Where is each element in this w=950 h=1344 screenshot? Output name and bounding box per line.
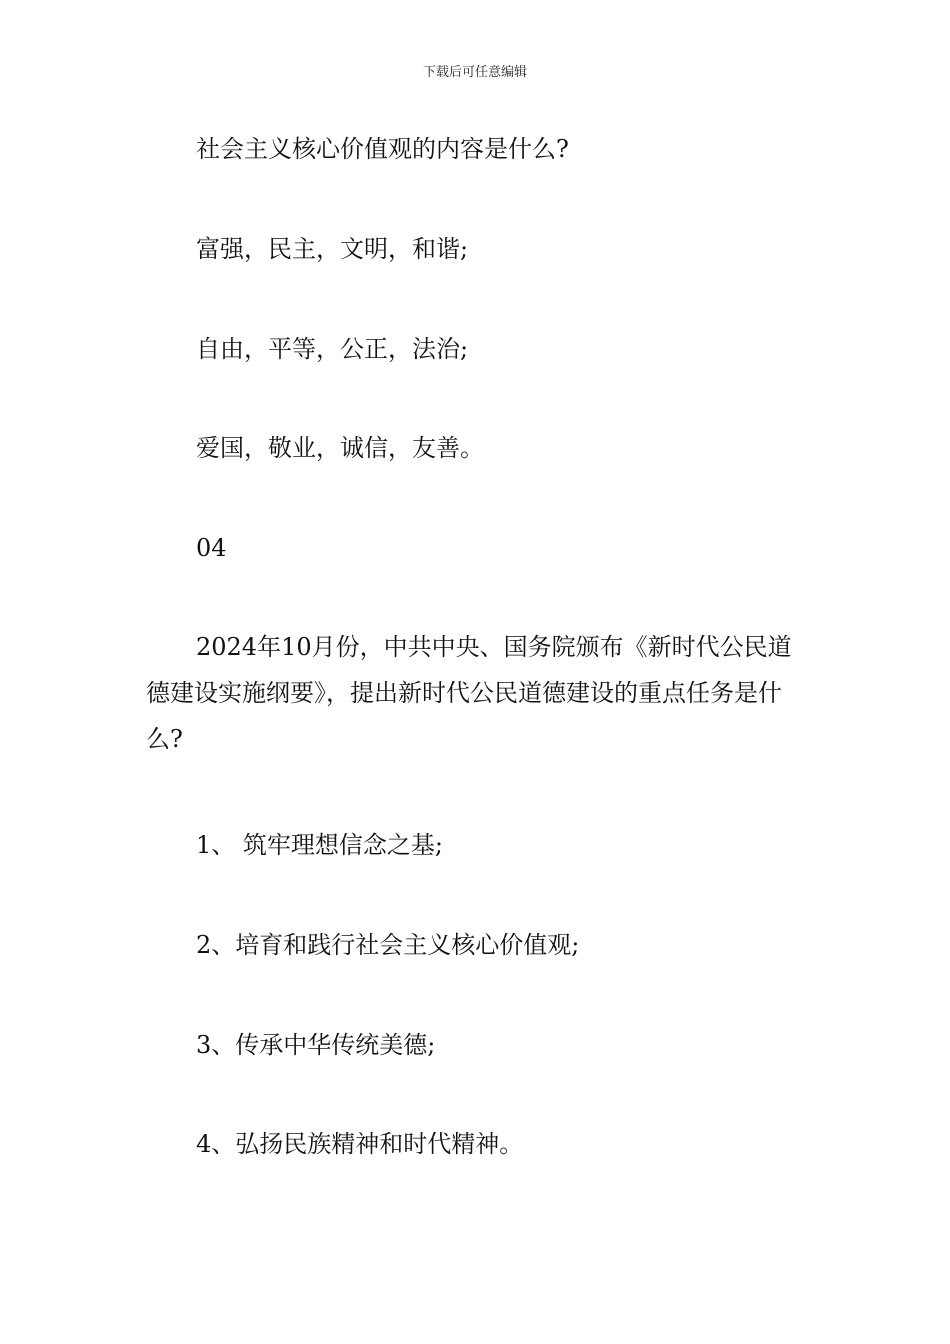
task-item-2: 2、培育和践行社会主义核心价值观; [196, 931, 580, 959]
answer-line-2: 自由，平等，公正，法治; [196, 335, 469, 363]
task-item-4: 4、弘扬民族精神和时代精神。 [196, 1130, 524, 1158]
question-moral-construction: 2024年10月份，中共中央、国务院颁布《新时代公民道德建设实施纲要》，提出新时代公民道德建设的重点任务是什么? [146, 633, 792, 753]
answer-line-3: 爱国，敬业，诚信，友善。 [196, 434, 484, 462]
page-header-note: 下载后可任意编辑 [422, 65, 527, 80]
section-number: 04 [196, 534, 227, 562]
task-item-1: 1、 筑牢理想信念之基; [196, 831, 443, 859]
answer-line-1: 富强，民主，文明，和谐; [196, 235, 469, 263]
task-item-3: 3、传承中华传统美德; [196, 1031, 436, 1059]
question-core-values: 社会主义核心价值观的内容是什么? [196, 135, 569, 163]
